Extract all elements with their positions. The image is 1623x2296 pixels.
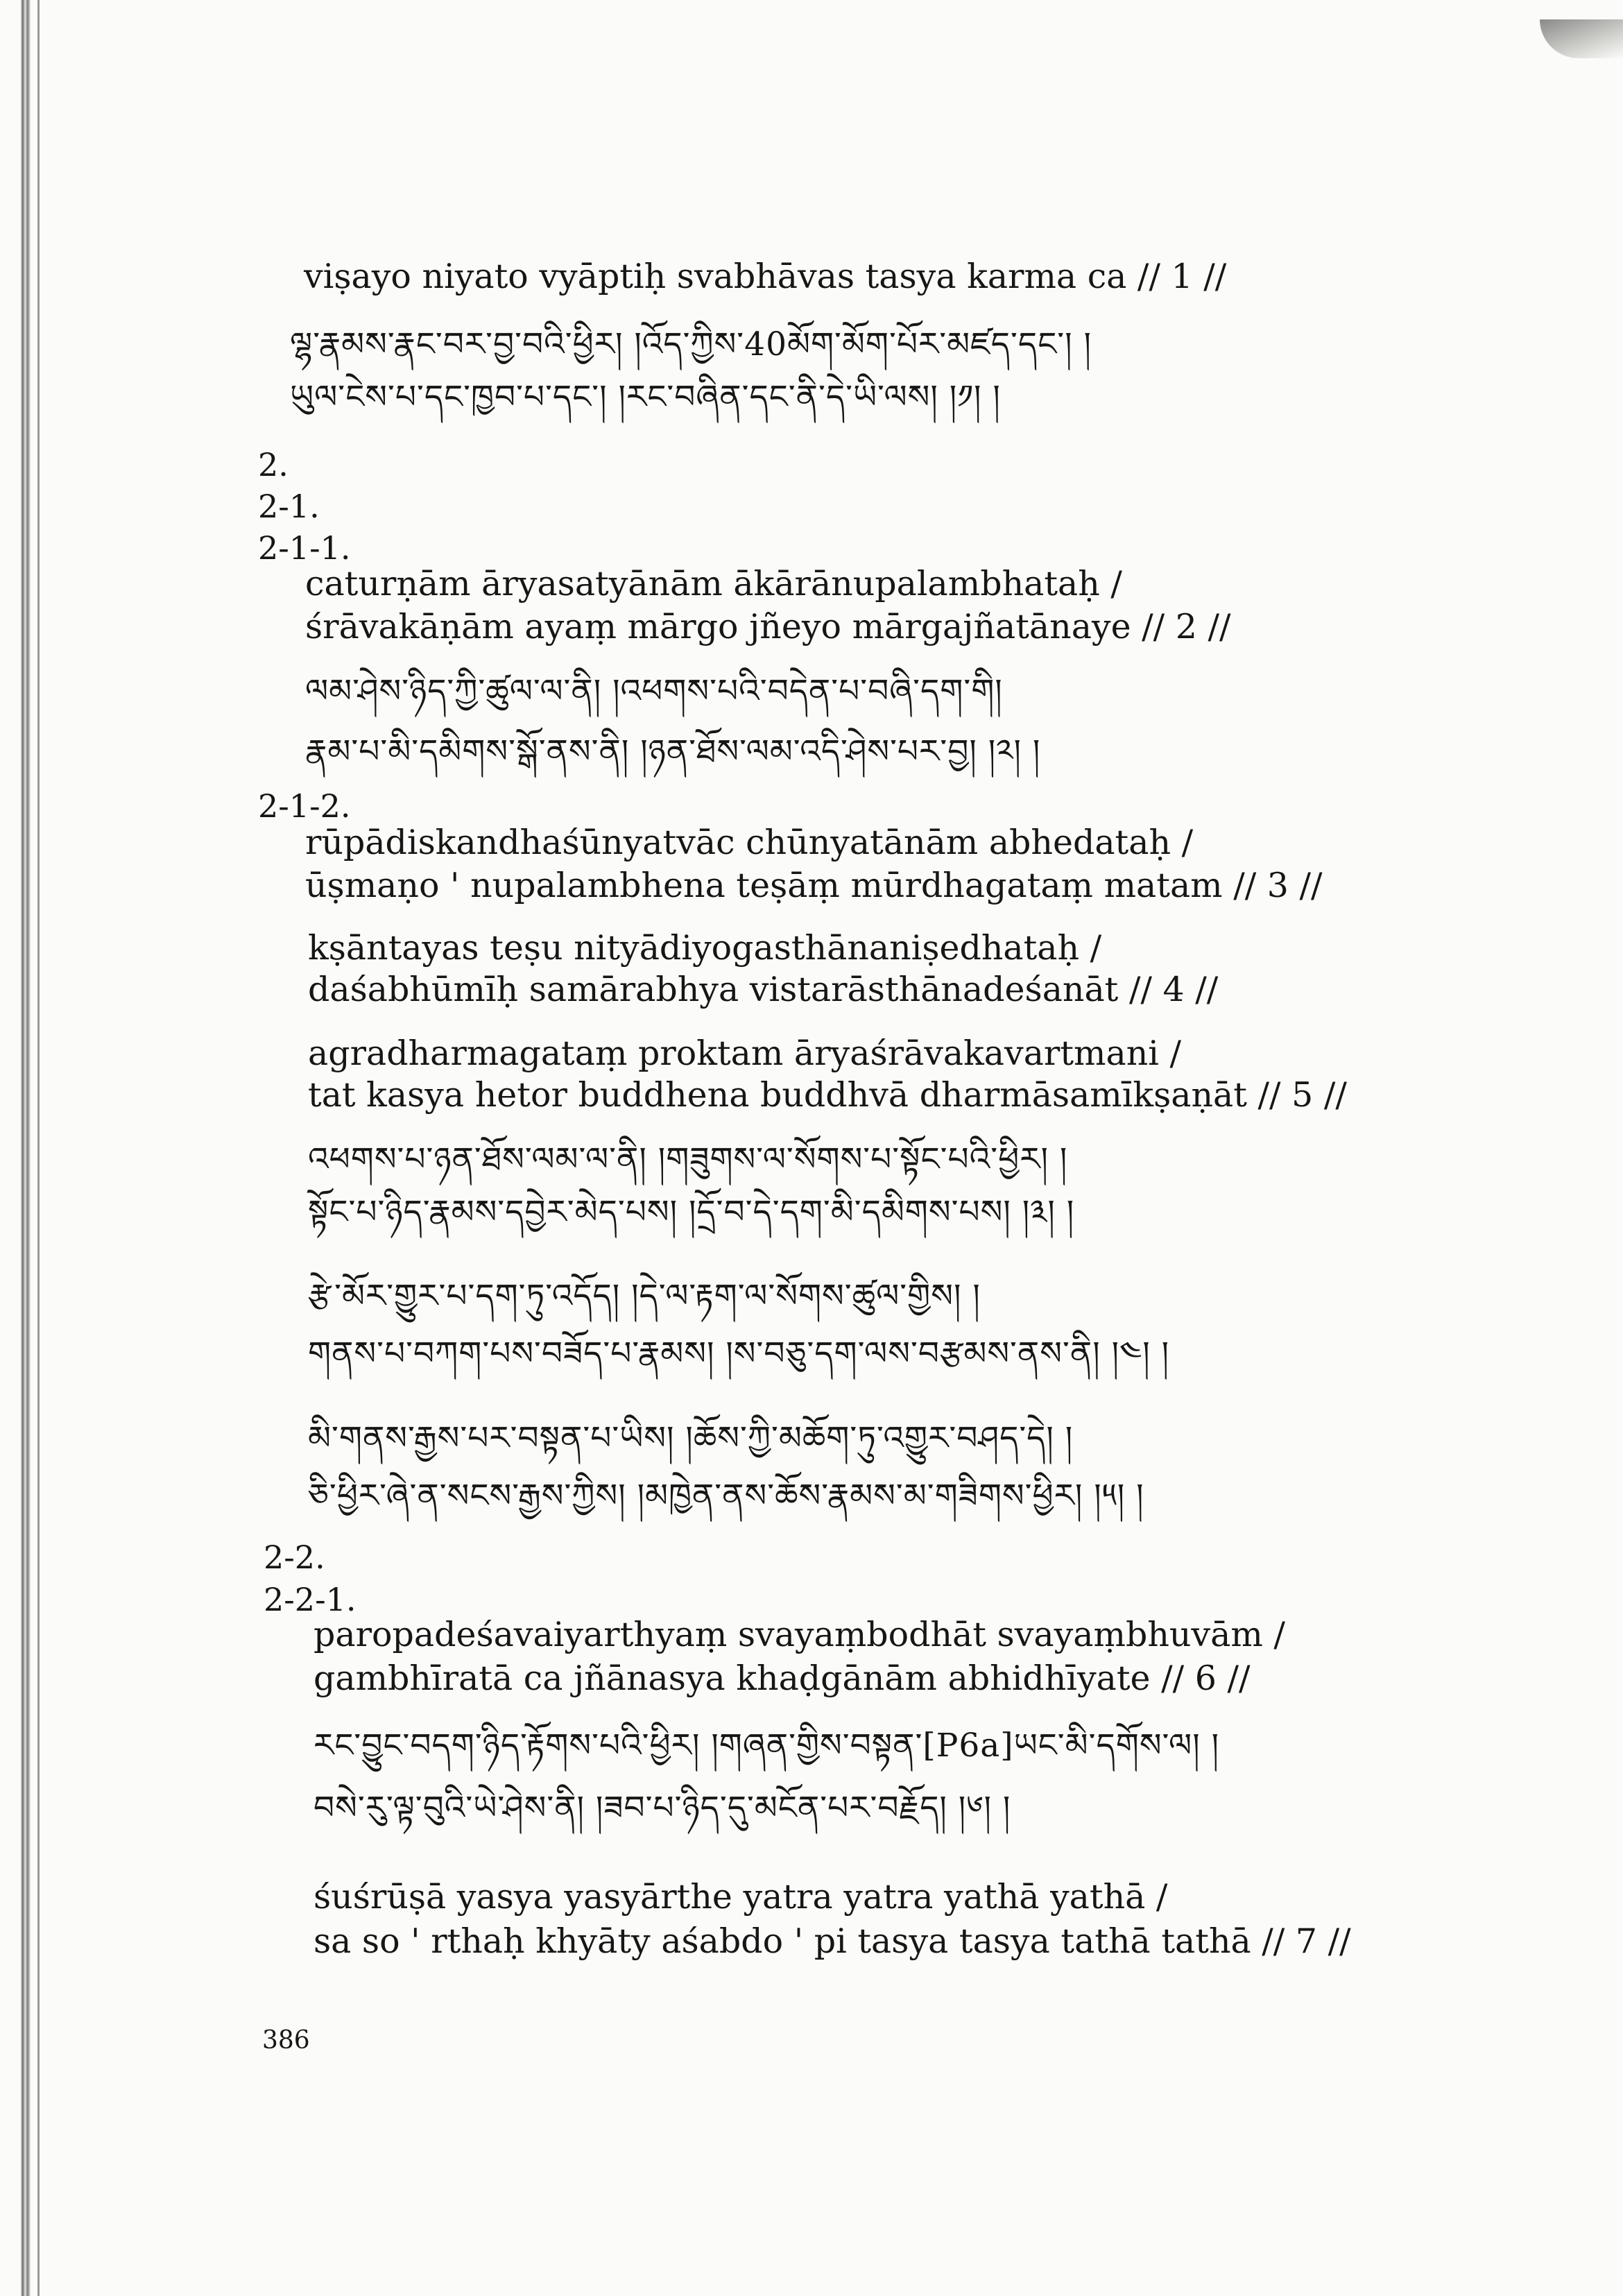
verses-3-5-tibetan-line-5: མི་གནས་རྒྱས་པར་བསྟན་པ་ཡིས། །ཆོས་ཀྱི་མཆོག་ཏུ་འགྱུར་བཤད་དེ། ། <box>308 1419 1074 1457</box>
verse-7-sanskrit-line-2: sa so ' rthaḥ khyāty aśabdo ' pi tasya tasya tathā tathā // 7 // <box>314 1921 1351 1961</box>
verse-2-tibetan-line-2: རྣམ་པ་མི་དམིགས་སྒོ་ནས་ནི། །ཉན་ཐོས་ལམ་འདི་ཤེས་པར་བྱ། །༢། ། <box>305 733 1041 771</box>
heading-2-1-2: 2-1-2. <box>258 787 351 825</box>
verse-3-sanskrit-line-1: rūpādiskandhaśūnyatvāc chūnyatānām abhedataḥ / <box>305 823 1194 862</box>
verse-1-tibetan-line-1: ལྷ་རྣམས་རྣང་བར་བྱ་བའི་ཕྱིར། །འོད་ཀྱིས་40མོག་མོག་པོར་མཛད་དང་། ། <box>290 325 1092 363</box>
verse-6-tibetan-line-2: བསེ་རུ་ལྟ་བུའི་ཡེ་ཤེས་ནི། །ཟབ་པ་ཉིད་དུ་མངོན་པར་བརྗོད། །༦། ། <box>314 1789 1011 1827</box>
verse-5-sanskrit-line-1: agradharmagataṃ proktam āryaśrāvakavartmani / <box>308 1034 1182 1073</box>
heading-2: 2. <box>258 446 289 483</box>
verse-3-sanskrit-line-2: ūṣmaṇo ' nupalambhena teṣāṃ mūrdhagataṃ matam // 3 // <box>305 866 1323 905</box>
verse-6-tibetan-line-1: རང་བྱུང་བདག་ཉིད་རྟོགས་པའི་ཕྱིར། །གཞན་གྱིས་བསྟན་[P6a]ཡང་མི་དགོས་ལ། ། <box>314 1727 1219 1765</box>
heading-2-1: 2-1. <box>258 488 320 525</box>
heading-2-2-1: 2-2-1. <box>264 1581 357 1618</box>
verse-2-sanskrit-line-2: śrāvakāṇām ayaṃ mārgo jñeyo mārgajñatānaye // 2 // <box>305 607 1231 646</box>
page-number: 386 <box>262 2026 310 2055</box>
corner-smudge <box>1540 19 1623 58</box>
verse-6-sanskrit-line-1: paropadeśavaiyarthyaṃ svayaṃbodhāt svayaṃbhuvām / <box>314 1615 1285 1654</box>
verses-3-5-tibetan-line-6: ཅི་ཕྱིར་ཞེ་ན་སངས་རྒྱས་ཀྱིས། །མཁྱེན་ནས་ཆོས་རྣམས་མ་གཟིགས་ཕྱིར། །༥། ། <box>308 1477 1144 1515</box>
verse-2-sanskrit-line-1: caturṇām āryasatyānām ākārānupalambhataḥ / <box>305 564 1122 603</box>
verse-5-sanskrit-line-2: tat kasya hetor buddhena buddhvā dharmāsamīkṣaṇāt // 5 // <box>308 1075 1347 1115</box>
verse-6-sanskrit-line-2: gambhīratā ca jñānasya khaḍgānām abhidhīyate // 6 // <box>314 1659 1251 1698</box>
book-spine-edge <box>37 0 40 2296</box>
verse-2-tibetan-line-1: ལམ་ཤེས་ཉིད་ཀྱི་ཚུལ་ལ་ནི། །འཕགས་པའི་བདེན་པ་བཞི་དག་གི། <box>305 672 1003 710</box>
heading-2-1-1: 2-1-1. <box>258 529 351 567</box>
verse-7-sanskrit-line-1: śuśrūṣā yasya yasyārthe yatra yatra yathā yathā / <box>314 1877 1168 1917</box>
verses-3-5-tibetan-line-4: གནས་པ་བཀག་པས་བཟོད་པ་རྣམས། །ས་བཅུ་དག་ལས་བརྩམས་ནས་ནི། །༤། ། <box>308 1335 1170 1373</box>
verse-4-sanskrit-line-2: daśabhūmīḥ samārabhya vistarāsthānadeśanāt // 4 // <box>308 970 1219 1009</box>
verse-4-sanskrit-line-1: kṣāntayas teṣu nityādiyogasthānaniṣedhataḥ / <box>308 928 1102 968</box>
heading-2-2: 2-2. <box>264 1539 325 1576</box>
verse-1-tibetan-line-2: ཡུལ་ངེས་པ་དང་ཁྱབ་པ་དང་། །རང་བཞིན་དང་ནི་དེ་ཡི་ལས། །༡། ། <box>290 378 1001 416</box>
book-spine-shadow <box>21 0 31 2296</box>
verse-1-sanskrit-line-1: viṣayo niyato vyāptiḥ svabhāvas tasya karma ca // 1 // <box>304 257 1227 296</box>
verses-3-5-tibetan-line-3: རྩེ་མོར་གྱུར་པ་དག་ཏུ་འདོད། །དེ་ལ་རྟག་ལ་སོགས་ཚུལ་གྱིས། ། <box>308 1277 981 1315</box>
verses-3-5-tibetan-line-1: འཕགས་པ་ཉན་ཐོས་ལམ་ལ་ནི། །གཟུགས་ལ་སོགས་པ་སྟོང་པའི་ཕྱིར། ། <box>308 1140 1068 1179</box>
verses-3-5-tibetan-line-2: སྟོང་པ་ཉིད་རྣམས་དབྱེར་མེད་པས། །དྲོ་བ་དེ་དག་མི་དམིགས་པས། །༣། ། <box>308 1193 1075 1231</box>
